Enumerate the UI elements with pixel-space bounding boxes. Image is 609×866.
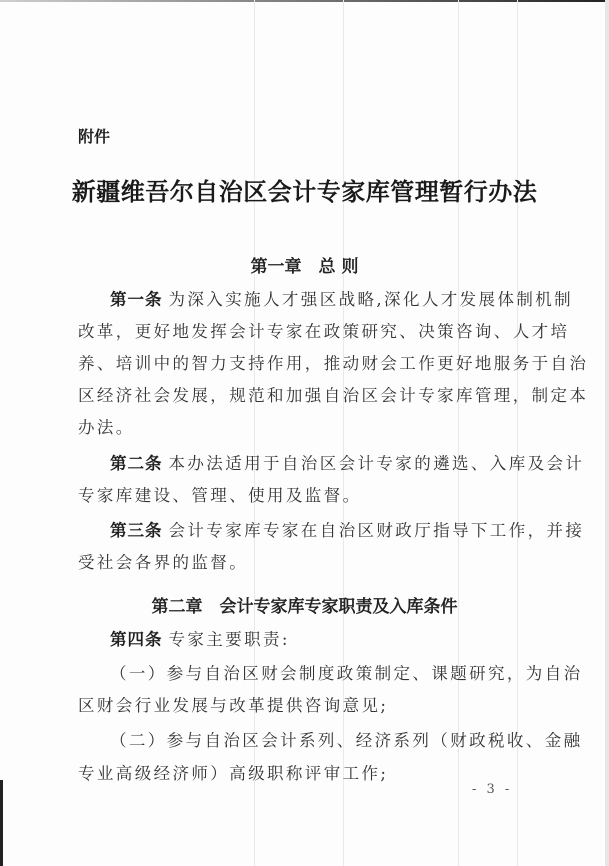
list-item-line: 专业高级经济师）高级职称评审工作; — [78, 764, 389, 783]
article-line: 第四条 专家主要职责: — [110, 630, 290, 649]
article-label: 第四条 — [110, 630, 163, 649]
document-title: 新疆维吾尔自治区会计专家库管理暂行办法 — [71, 177, 538, 206]
article-line: 第三条 会计专家库专家在自治区财政厅指导下工作，并接 — [110, 521, 585, 540]
article-line: 养、培训中的智力支持作用，推动财会工作更好地服务于自治 — [78, 354, 589, 373]
chapter-heading: 第二章 会计专家库专家职责及入库条件 — [151, 597, 458, 617]
article-label: 第一条 — [110, 290, 163, 309]
article-label: 第二条 — [110, 454, 163, 473]
article-label: 第三条 — [110, 521, 163, 540]
list-item-line: 区财会行业发展与改革提供咨询意见; — [78, 696, 389, 715]
article-line: 受社会各界的监督。 — [78, 553, 249, 572]
article-line: 区经济社会发展，规范和加强自治区会计专家库管理，制定本 — [78, 386, 589, 405]
article-line: 办法。 — [78, 418, 135, 437]
article-line: 改革，更好地发挥会计专家在政策研究、决策咨询、人才培 — [78, 322, 570, 341]
attachment-label: 附件 — [78, 127, 111, 146]
article-line: 专家库建设、管理、使用及监督。 — [78, 486, 362, 505]
list-item-line: （二）参与自治区会计系列、经济系列（财政税收、金融 — [110, 731, 583, 750]
page-number: - 3 - — [472, 782, 513, 797]
article-line: 第二条 本办法适用于自治区会计专家的遴选、入库及会计 — [110, 454, 585, 473]
chapter-heading: 第一章 总 则 — [250, 257, 359, 277]
list-item-line: （一）参与自治区财会制度政策制定、课题研究，为自治 — [110, 664, 583, 683]
article-line: 第一条 为深入实施人才强区战略,深化人才发展体制机制 — [110, 290, 574, 309]
